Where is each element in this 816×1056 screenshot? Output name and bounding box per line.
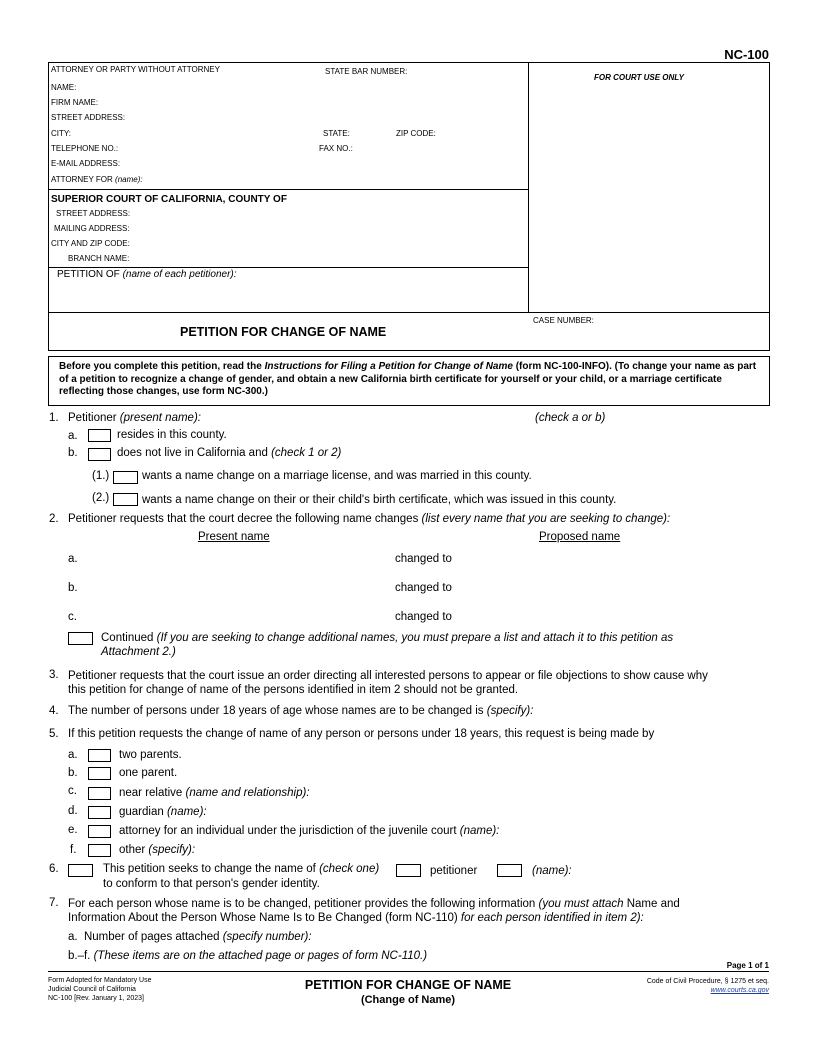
item7-text: For each person whose name is to be changed, petitioner provides the following information (you must attach Name and Information About the Person Whose Name Is to Be Changed (form NC-110) for each person identified in item 2): (68, 898, 680, 924)
item1b1-text: wants a name change on a marriage license, and was married in this county. (142, 470, 532, 482)
firm-name-label[interactable]: FIRM NAME: (51, 98, 99, 107)
zip-label[interactable]: ZIP CODE: (396, 129, 436, 138)
present-name-header: Present name (198, 531, 270, 543)
case-number-label[interactable]: CASE NUMBER: (533, 316, 594, 325)
item1b2-checkbox[interactable] (113, 493, 138, 506)
item1b1-checkbox[interactable] (113, 471, 138, 484)
item5d-checkbox[interactable] (88, 806, 111, 819)
caption-box (48, 62, 770, 351)
footer-title: PETITION FOR CHANGE OF NAME (304, 978, 512, 992)
page-number: Page 1 of 1 (726, 961, 769, 970)
fax-label[interactable]: FAX NO.: (319, 144, 353, 153)
item1-check-hint: (check a or b) (535, 412, 606, 424)
item1a-text: resides in this county. (117, 429, 227, 441)
mailing-label[interactable]: MAILING ADDRESS: (54, 224, 130, 233)
item1b2-text: wants a name change on their or their child's birth certificate, which was issued in this county. (142, 494, 617, 506)
form-title: PETITION FOR CHANGE OF NAME (180, 325, 387, 339)
city-label[interactable]: CITY: (51, 129, 72, 138)
footer-subtitle: (Change of Name) (360, 994, 456, 1006)
for-court-use: FOR COURT USE ONLY (594, 73, 684, 82)
item5e-checkbox[interactable] (88, 825, 111, 838)
item4-text: The number of persons under 18 years of age whose names are to be changed is (specify): (68, 705, 534, 717)
attorney-for-label[interactable]: ATTORNEY FOR (name): (51, 175, 143, 184)
item5a-checkbox[interactable] (88, 749, 111, 762)
item6-checkbox[interactable] (68, 864, 93, 877)
continued-checkbox[interactable] (68, 632, 93, 645)
item6-text: This petition seeks to change the name of (check one) (103, 863, 380, 875)
item5f-checkbox[interactable] (88, 844, 111, 857)
item6-name-checkbox[interactable] (497, 864, 522, 877)
proposed-name-header: Proposed name (539, 531, 621, 543)
name-label[interactable]: NAME: (51, 83, 77, 92)
form-number: NC-100 (724, 47, 769, 62)
court-street-label[interactable]: STREET ADDRESS: (56, 209, 131, 218)
item5-text: If this petition requests the change of name of any person or persons under 18 years, this request is being made by (68, 728, 655, 740)
state-label[interactable]: STATE: (323, 129, 350, 138)
notice-text: Before you complete this petition, read the Instructions for Filing a Petition for Change of Name (form NC-100-INFO). (To change your name as part of a petition to recognize a change of gender, and obtain a new California birth certificate for yourself or your child, or a marriage certificate reflecting those changes, use form NC-300.) (59, 361, 757, 397)
state-bar-label: STATE BAR NUMBER: (325, 67, 408, 76)
item1-label: Petitioner (present name): (68, 412, 201, 424)
continued-text: Continued (If you are seeking to change additional names, you must prepare a list and attach it to this petition as Attachment 2.) (101, 632, 674, 658)
attorney-label: ATTORNEY OR PARTY WITHOUT ATTORNEY (51, 65, 220, 74)
petition-of-label[interactable]: PETITION OF (name of each petitioner): (57, 269, 237, 280)
item1b-checkbox[interactable] (88, 448, 111, 461)
item2-text: Petitioner requests that the court decree the following name changes (list every name that you are seeking to change): (68, 513, 671, 525)
court-title: SUPERIOR COURT OF CALIFORNIA, COUNTY OF (51, 194, 287, 205)
item1b-text: does not live in California and (check 1 or 2) (117, 447, 342, 459)
footer-adopted: Form Adopted for Mandatory Use Judicial Council of California NC-100 [Rev. January 1, 2023] (48, 977, 152, 1002)
email-label[interactable]: E-MAIL ADDRESS: (51, 159, 121, 168)
courts-link[interactable]: www.courts.ca.gov (710, 987, 769, 994)
street-address-label[interactable]: STREET ADDRESS: (51, 113, 126, 122)
item5c-checkbox[interactable] (88, 787, 111, 800)
city-zip-label[interactable]: CITY AND ZIP CODE: (51, 239, 130, 248)
item3-text: Petitioner requests that the court issue an order directing all interested persons to appear or file objections to show cause why this petition for change of name of the persons identified in item 2 should not be granted. (68, 670, 708, 696)
item1a-checkbox[interactable] (88, 429, 111, 442)
item6-petitioner-checkbox[interactable] (396, 864, 421, 877)
item5b-checkbox[interactable] (88, 767, 111, 780)
footer-code: Code of Civil Procedure, § 1275 et seq. www.courts.ca.gov (646, 978, 769, 994)
branch-label[interactable]: BRANCH NAME: (68, 254, 130, 263)
telephone-label[interactable]: TELEPHONE NO.: (51, 144, 119, 153)
